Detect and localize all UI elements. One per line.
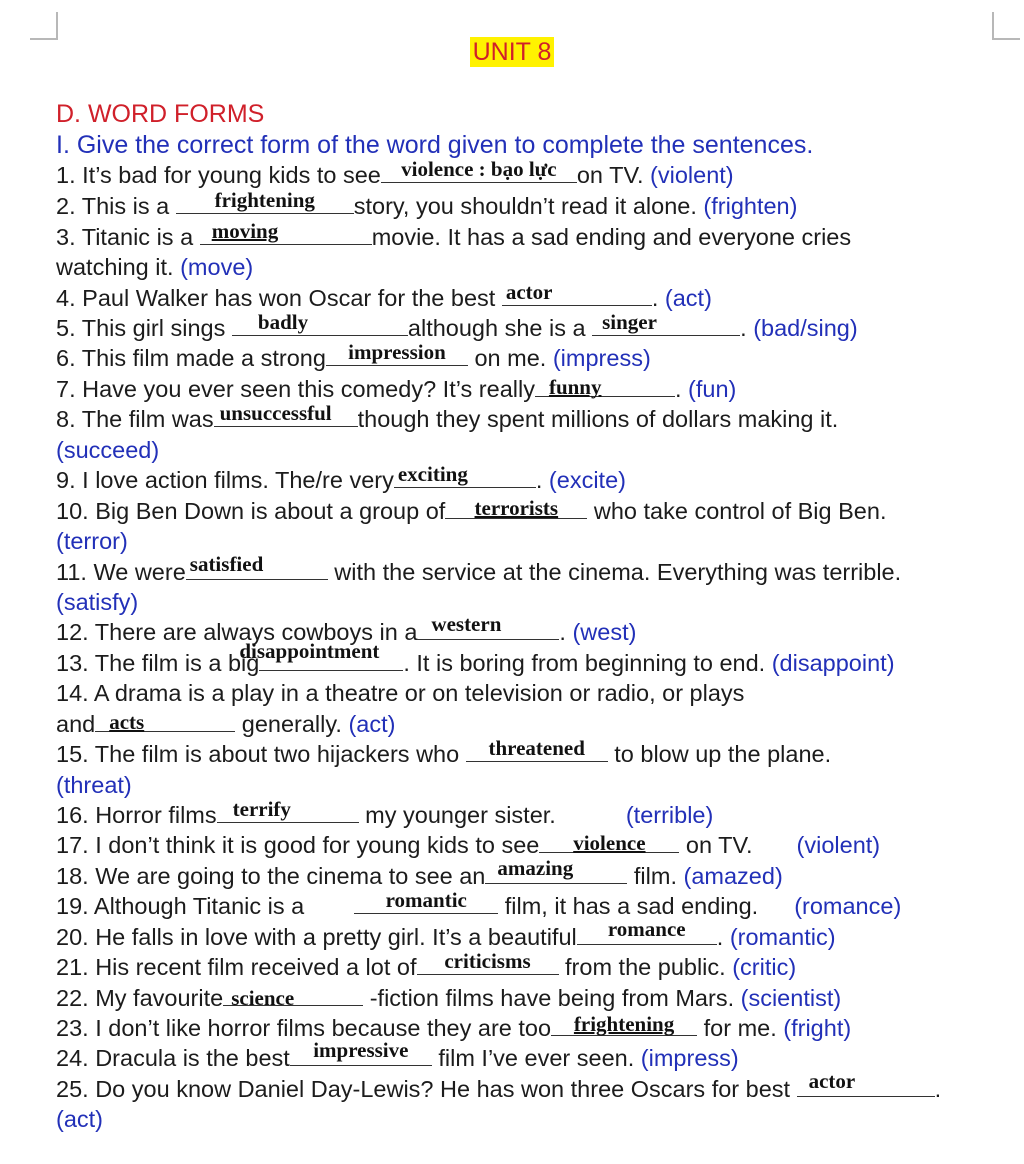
question-18: 18. We are going to the cinema to see an amazing film. (amazed) <box>56 856 783 889</box>
unit-title <box>0 38 1024 67</box>
question-21: 21. His recent film received a lot of criticisms from the public. (critic) <box>56 949 797 980</box>
answer-blank[interactable]: impression <box>326 345 468 366</box>
answer-blank[interactable]: western <box>417 619 559 640</box>
word-cue: (critic) <box>732 954 797 980</box>
word-cue: (excite) <box>548 467 626 493</box>
question-9: 9. I love action films. The/re very exciting . (excite) <box>56 462 626 493</box>
word-cue: (fun) <box>688 376 737 402</box>
answer-blank[interactable]: exciting <box>394 467 536 488</box>
answer-blank[interactable]: actor <box>502 285 652 306</box>
question-3: 3. Titanic is a moving movie. It has a sad ending and everyone cries <box>56 219 852 250</box>
answer-blank[interactable]: violence <box>539 832 679 853</box>
question-7: 7. Have you ever seen this comedy? It’s really funny . (fun) <box>56 375 737 402</box>
answer-blank[interactable]: unsuccessful <box>214 406 358 427</box>
question-14: 14. A drama is a play in a theatre or on television or radio, or plays <box>56 680 745 706</box>
answer-blank[interactable]: satisfied <box>186 559 328 580</box>
answer-blank[interactable]: moving <box>200 224 372 245</box>
word-cue: (act) <box>56 1106 103 1132</box>
question-10: 10. Big Ben Down is about a group of terrorists who take control of Big Ben. <box>56 496 887 524</box>
word-cue: (romance) <box>794 893 902 919</box>
word-cue: (impress) <box>552 345 651 371</box>
word-cue: (west) <box>572 619 637 645</box>
answer-blank[interactable]: badly <box>232 315 408 336</box>
question-5: 5. This girl sings badly although she is a singer . (bad/sing) <box>56 310 858 341</box>
question-22: 22. My favourite science -fiction films have being from Mars. (scientist) <box>56 985 842 1011</box>
word-cue: (act) <box>348 711 396 737</box>
corner-mark-top-right <box>992 12 1020 40</box>
word-cue: (violent) <box>650 162 734 188</box>
answer-blank[interactable]: actor <box>797 1076 935 1097</box>
answer-blank[interactable]: romantic <box>354 893 498 914</box>
word-cue: (amazed) <box>683 863 783 889</box>
question-8: 8. The film was unsuccessful though they spent millions of dollars making it. <box>56 401 839 432</box>
answer-blank[interactable]: impressive <box>290 1045 432 1066</box>
question-3-continued: watching it. (move) <box>56 254 254 280</box>
answer-blank[interactable]: funny <box>535 376 675 397</box>
word-cue: (terror) <box>56 528 128 554</box>
question-15-continued <box>56 770 1016 801</box>
corner-mark-top-left <box>30 12 58 40</box>
question-14-continued: and acts generally. (act) <box>56 710 396 737</box>
word-cue: (threat) <box>56 772 132 798</box>
word-cue: (scientist) <box>740 985 842 1011</box>
word-cue: (disappoint) <box>771 650 895 676</box>
word-cue: (satisfy) <box>56 589 139 615</box>
answer-blank-2[interactable]: singer <box>592 315 740 336</box>
question-6: 6. This film made a strong impression on me. (impress) <box>56 340 651 371</box>
answer-blank[interactable]: frightening <box>176 193 354 214</box>
answer-blank[interactable]: terrorists <box>445 498 587 519</box>
word-cue: (succeed) <box>56 437 160 463</box>
question-4: 4. Paul Walker has won Oscar for the best actor . (act) <box>56 280 712 311</box>
unit-title-text: UNIT 8 <box>470 37 555 67</box>
question-25-continued <box>56 1104 1016 1135</box>
section-heading: D. WORD FORMS <box>56 100 265 128</box>
question-1: 1. It’s bad for young kids to see violence : bạo lực on TV. (violent) <box>56 157 734 188</box>
answer-blank[interactable]: violence : bạo lực <box>381 162 577 183</box>
question-16: 16. Horror films terrify my younger sister. (terrible) <box>56 797 714 828</box>
answer-blank[interactable]: romance <box>577 924 717 945</box>
question-20: 20. He falls in love with a pretty girl. It’s a beautiful romance . (romantic) <box>56 917 836 950</box>
word-cue: (fright) <box>783 1015 852 1041</box>
answer-blank[interactable]: criticisms <box>417 954 559 975</box>
question-19: 19. Although Titanic is a romantic film, it has a sad ending. (romance) <box>56 888 902 919</box>
word-cue: (violent) <box>796 832 881 858</box>
question-25: 25. Do you know Daniel Day-Lewis? He has won three Oscars for best actor . <box>56 1069 942 1102</box>
word-cue: (terrible) <box>625 802 714 828</box>
question-17: 17. I don’t think it is good for young kids to see violence on TV. (violent) <box>56 831 881 858</box>
question-23: 23. I don’t like horror films because they are too frightening for me. (fright) <box>56 1012 852 1041</box>
question-13: 13. The film is a big disappointment . It is boring from beginning to end. (disappoint) <box>56 639 895 676</box>
answer-blank[interactable]: science <box>223 985 363 1006</box>
word-cue: (frighten) <box>703 193 798 219</box>
answer-blank[interactable]: amazing <box>485 863 627 884</box>
question-11: 11. We were satisfied with the service at the cinema. Everything was terrible. <box>56 552 902 585</box>
question-12: 12. There are always cowboys in a western . (west) <box>56 612 637 645</box>
answer-blank[interactable]: threatened <box>466 741 608 762</box>
question-8-continued <box>56 435 1016 466</box>
answer-blank[interactable]: terrify <box>217 802 359 823</box>
answer-blank[interactable]: disappointment <box>259 650 403 671</box>
exercise-instruction: I. Give the correct form of the word given to complete the sentences. <box>56 131 814 159</box>
question-24: 24. Dracula is the best impressive film I’ve ever seen. (impress) <box>56 1038 739 1071</box>
question-2: 2. This is a frightening story, you shouldn’t read it alone. (frighten) <box>56 188 798 219</box>
word-cue: (impress) <box>640 1045 739 1071</box>
word-cue: (act) <box>664 285 712 311</box>
word-cue: (move) <box>180 254 254 280</box>
word-cue: (bad/sing) <box>753 315 858 341</box>
question-15: 15. The film is about two hijackers who threatened to blow up the plane. <box>56 736 832 767</box>
answer-blank[interactable]: frightening <box>551 1015 697 1036</box>
word-cue: (romantic) <box>729 924 836 950</box>
answer-blank[interactable]: acts <box>95 711 235 732</box>
